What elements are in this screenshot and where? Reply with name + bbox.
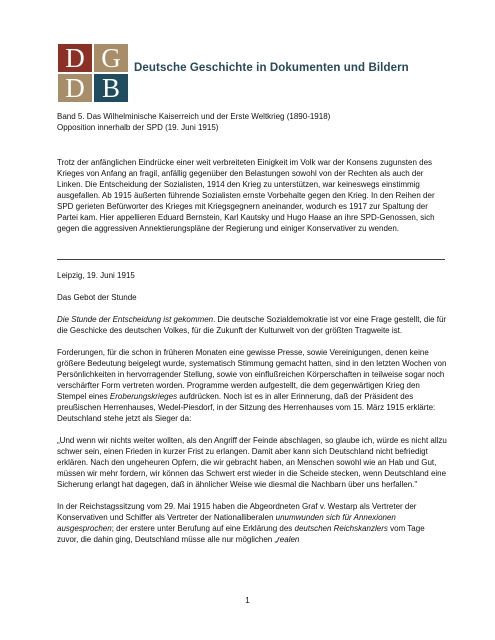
p2-text-a: Forderungen, für die schon in früheren Monaten eine gewisse Presse, sowie Vereinigungen, denen keine größere Bedeutung beigelegt wurde, systematisch Stimmung gemacht hatten, sind in den letzten Wochen von Persönlichkeiten in hervorragender Stellung, sowie von einflußreichen Körperschaften in teilweise sogar noch verschärfter Form vertreten worden. Programme werden aufgestellt, die dem gegenwärtigen Krieg den Stempel eines xyxy=(57,348,447,401)
p2-text-b: aufdrücken. Noch ist es in aller Erinnerung, daß der Präsident des preußischen Herrenhauses, Wedel-Piesdorf, in der Sitzung des Herrenhauses vom 15. März 1915 erklärte: Deutschland stehe jetzt als Sieger da: xyxy=(57,392,436,423)
paragraph-4 xyxy=(57,501,447,545)
document-title: Opposition innerhalb der SPD (19. Juni 1915) xyxy=(57,123,219,132)
dgdb-logo[interactable] xyxy=(58,44,128,102)
p2-emphasis: Eroberungskrieges xyxy=(109,392,178,401)
logo-letter-d1: D xyxy=(58,44,92,72)
logo-letter-g: G xyxy=(94,44,128,72)
intro-text: Trotz der anfänglichen Eindrücke einer weit verbreiteten Einigkeit im Volk war der Konsens zugunsten des Krieges von Anfang an fragil, anfällig gegenüber den Belastungen sowohl von der Rechten als auch der Linken. Die Entscheidung der Sozialisten, 1914 den Krieg zu unterstützen, war keineswegs einstimmig ausgefallen. Ab 1915 äußerten führende Sozialisten ernste Vorbehalte gegen den Krieg. In den Reihen der SPD gerieten Befürworter des Krieges mit Kriegsgegnern aneinander, wodurch es 1917 zur Spaltung der Partei kam. Hier appellieren Eduard Bernstein, Karl Kautsky und Hugo Haase an ihre SPD-Genossen, sich gegen die aggressiven Annektierungspläne der Regierung und einiger Konservativer zu wenden. xyxy=(57,158,435,233)
p4-emphasis-2: deutschen Reichskanzlers xyxy=(294,524,388,533)
site-title: Deutsche Geschichte in Dokumenten und Bildern xyxy=(134,62,409,74)
page-number: 1 xyxy=(245,596,250,605)
quote-paragraph: „Und wenn wir nichts weiter wollten, als den Angriff der Feinde abschlagen, so glaube ich, würde es nicht allzu schwer sein, einen Frieden in kurzer Frist zu erlangen. Damit aber kann sich Deutschland nicht befriedigt erklären. Nach den ungeheuren Opfern, die wir gebracht haben, an Menschen sowohl wie an Hab und Gut, müssen wir mehr fordern, wir können das Schwert erst wieder in die Scheide stecken, wenn Deutschland eine Sicherung erlangt hat dagegen, daß in ähnlicher Weise wie diesmal die Nachbarn über uns herfallen." xyxy=(57,436,447,489)
heading: Das Gebot der Stunde xyxy=(57,293,137,302)
intro-paragraph xyxy=(57,157,447,234)
paragraph-1 xyxy=(57,314,447,336)
divider xyxy=(57,259,445,260)
p1-text: . Die deutsche Sozialdemokratie ist vor eine Frage gestellt, die für die Geschicke des deutschen Volkes, für die Zukunft der Kulturwelt von der größten Tragweite ist. xyxy=(57,315,447,335)
p4-text-b: ; der erstere unter Berufung auf eine Erklärung des xyxy=(111,524,295,533)
logo-letter-b: B xyxy=(94,74,128,102)
p4-emphasis-3: realen xyxy=(277,535,300,544)
p4-text-c: vom Tage zuvor, die dahin ging, Deutschland müsse alle nur möglichen „ xyxy=(57,524,425,544)
p4-text-a: In der Reichstagssitzung vom 29. Mai 1915 haben die Abgeordneten Graf v. Westarp als Vertreter der Konservativen und Schiffer als Vertreter der Nationalliberalen xyxy=(57,502,417,522)
document-header xyxy=(57,111,447,133)
p4-emphasis-1: unumwunden sich für Annexionen ausgesprochen xyxy=(57,513,396,533)
dateline: Leipzig, 19. Juni 1915 xyxy=(57,271,135,280)
source-text xyxy=(57,270,447,556)
band-title: Band 5. Das Wilhelminische Kaiserreich und der Erste Weltkrieg (1890-1918) xyxy=(57,112,331,121)
paragraph-2 xyxy=(57,347,447,424)
p1-emphasis: Die Stunde der Entscheidung ist gekommen xyxy=(57,315,214,324)
logo-letter-d2: D xyxy=(58,74,92,102)
